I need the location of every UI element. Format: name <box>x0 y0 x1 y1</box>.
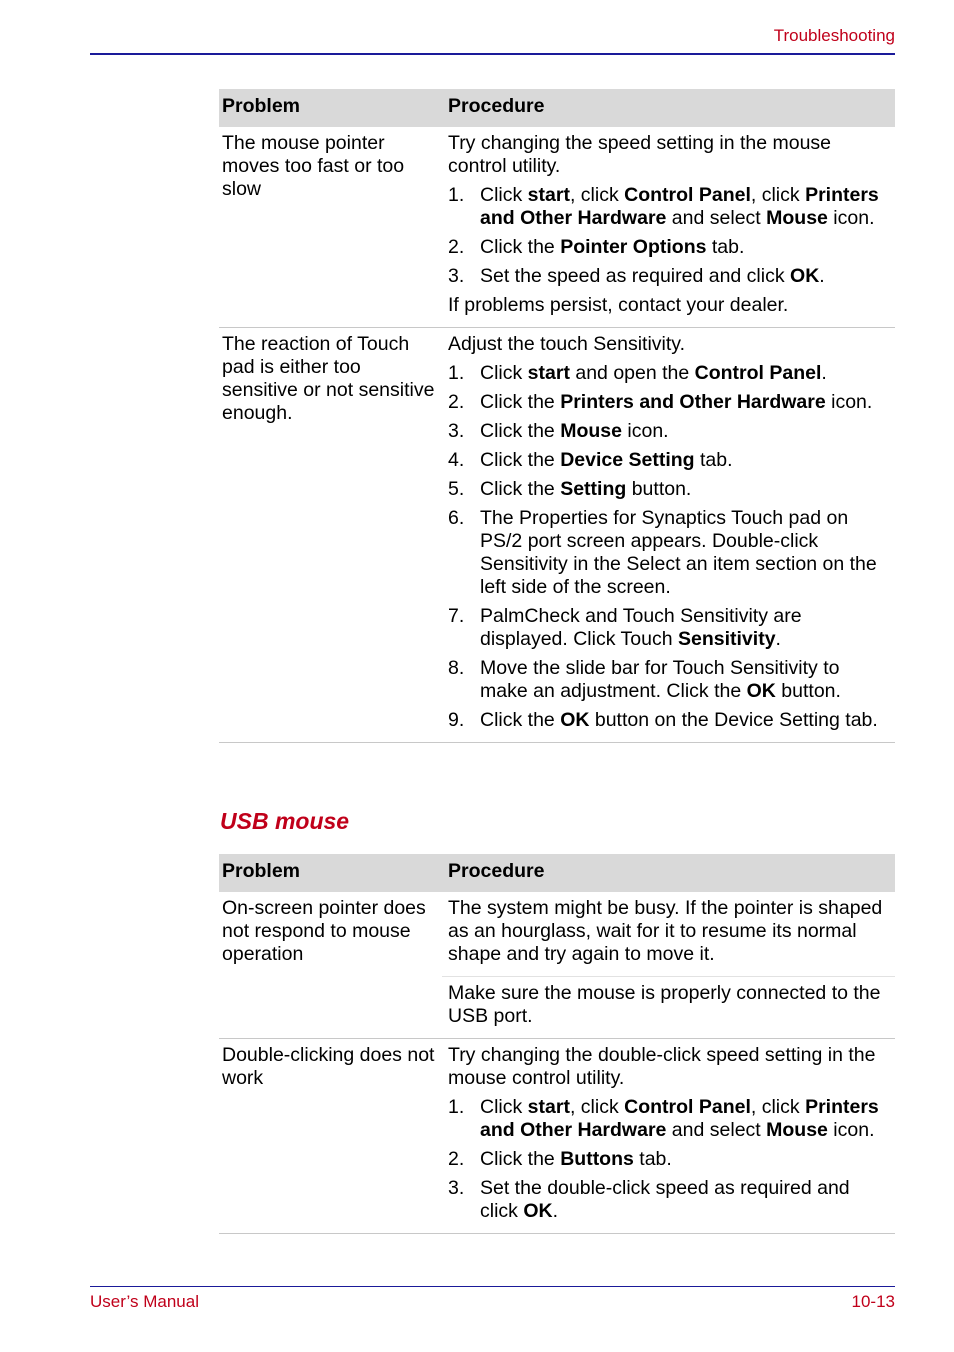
running-header: Troubleshooting <box>773 26 895 45</box>
procedure-intro: Try changing the double-click speed setting in the mouse control utility. <box>448 1044 876 1089</box>
problem-cell: The mouse pointer moves too fast or too slow <box>219 127 442 328</box>
list-item: 1. Click start, click Control Panel, click Printers and Other Hardware and select Mouse icon. <box>448 184 879 229</box>
list-item: 9. Click the OK button on the Device Setting tab. <box>448 709 878 731</box>
list-item: 4. Click the Device Setting tab. <box>448 449 733 471</box>
troubleshooting-table-usb-mouse <box>219 854 895 1234</box>
problem-cell: The reaction of Touch pad is either too sensitive or not sensitive enough. <box>219 328 442 743</box>
problem-cell: Double-clicking does not work <box>219 1039 442 1234</box>
header-rule <box>90 53 895 55</box>
list-item: 2. Click the Buttons tab. <box>448 1148 672 1170</box>
list-item: 6. The Properties for Synaptics Touch pad on PS/2 port screen appears. Double-click Sensitivity in the Select an item section on the left side of the screen. <box>448 507 877 598</box>
list-item: 8. Move the slide bar for Touch Sensitivity to make an adjustment. Click the OK button. <box>448 657 841 702</box>
table-row <box>219 127 895 328</box>
list-item: 5. Click the Setting button. <box>448 478 692 500</box>
procedure-cell: Make sure the mouse is properly connected to the USB port. <box>442 977 895 1039</box>
procedure-intro: Try changing the speed setting in the mouse control utility. <box>448 132 832 177</box>
list-item: 2. Click the Printers and Other Hardware icon. <box>448 391 873 413</box>
table-row <box>219 892 895 977</box>
procedure-cell <box>442 328 895 743</box>
footer-manual-title: User’s Manual <box>90 1292 199 1311</box>
problem-cell: On-screen pointer does not respond to mouse operation <box>219 892 442 1039</box>
procedure-outro: If problems persist, contact your dealer. <box>448 294 789 316</box>
procedure-cell <box>442 127 895 328</box>
list-item: 1. Click start and open the Control Panel. <box>448 362 827 384</box>
list-item: 3. Set the speed as required and click OK. <box>448 265 825 287</box>
procedure-cell <box>442 1039 895 1234</box>
procedure-intro: Adjust the touch Sensitivity. <box>448 333 686 355</box>
footer-rule <box>90 1286 895 1287</box>
page-number: 10-13 <box>851 1292 895 1311</box>
column-header-procedure: Procedure <box>442 854 895 892</box>
procedure-cell: The system might be busy. If the pointer is shaped as an hourglass, wait for it to resume its normal shape and try again to move it. <box>442 892 895 977</box>
list-item: 2. Click the Pointer Options tab. <box>448 236 745 258</box>
column-header-problem: Problem <box>219 89 442 127</box>
list-item: 3. Click the Mouse icon. <box>448 420 669 442</box>
list-item: 1. Click start, click Control Panel, click Printers and Other Hardware and select Mouse icon. <box>448 1096 879 1141</box>
troubleshooting-table-mouse <box>219 89 895 743</box>
table-row <box>219 328 895 743</box>
table-row <box>219 1039 895 1234</box>
column-header-procedure: Procedure <box>442 89 895 127</box>
column-header-problem: Problem <box>219 854 442 892</box>
section-heading-usb-mouse: USB mouse <box>220 808 350 834</box>
list-item: 3. Set the double-click speed as required and click OK. <box>448 1177 850 1222</box>
list-item: 7. PalmCheck and Touch Sensitivity are displayed. Click Touch Sensitivity. <box>448 605 802 650</box>
